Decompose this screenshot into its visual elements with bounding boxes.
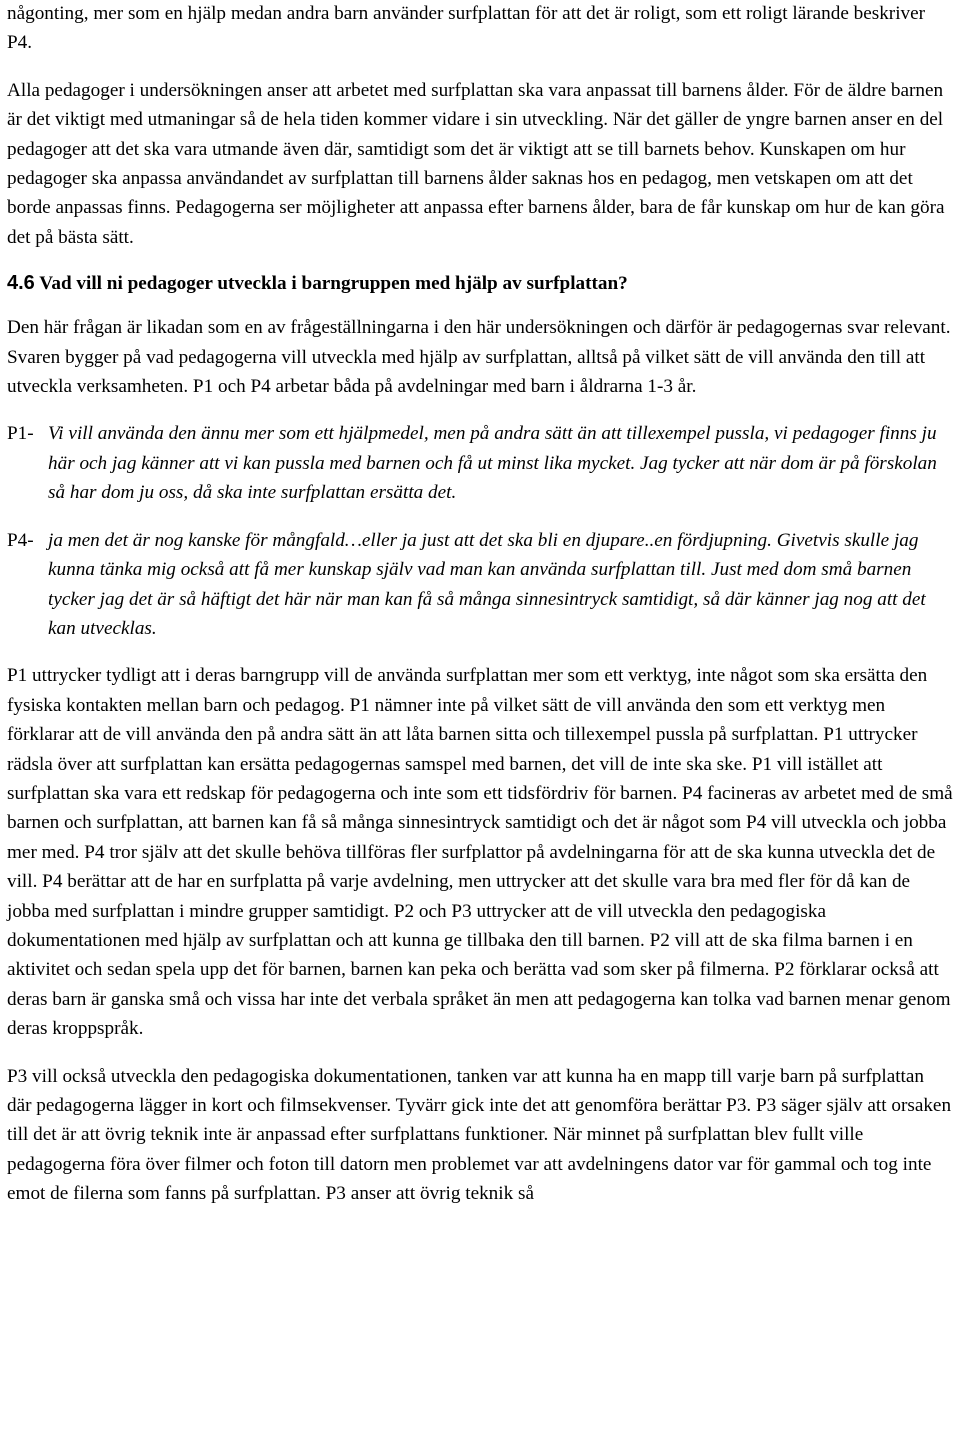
paragraph-question-intro: Den här frågan är likadan som en av frågeställningarna i den här undersökningen och därför är pedagogernas svar relevant. Svaren bygger på vad pedagogerna vill utveckla med hjälp av surfplattan, alltså på vilket sätt de vill använda den till att utveckla verksamheten. P1 och P4 arbetar båda på avdelningar med barn i åldrarna 1-3 år. xyxy=(7,317,951,398)
paragraph-intro-continuation: någonting, mer som en hjälp medan andra barn använder surfplattan för att det är roligt, som ett roligt lärande beskriver P4. xyxy=(7,3,926,54)
quote-speaker-label: P1- xyxy=(7,423,34,445)
paragraph-analysis: P1 uttrycker tydligt att i deras barngrupp vill de använda surfplattan mer som ett verktyg, inte något som ska ersätta den fysiska kontakten mellan barn och pedagog. P1 nämner inte på vilket sätt de vill använda den som ett verktyg men förklarar att de vill använda den på andra sätt än att låta barnen sitta och tillexempel pussla på surfplattan. P1 uttrycker rädsla över att surfplattan kan ersätta pedagogernas samspel med barnen, det vill de inte ska ske. P1 vill istället att surfplattan ska vara ett redskap för pedagogerna och inte som ett tidsfördriv för barnen. P4 facineras av arbetet med de små barnen och surfplattan, att barnen kan få så många sinnesintryck samtidigt och det är något som P4 vill utveckla och jobba mer med. P4 tror själv att det skulle behöva tillföras fler surfplattor på avdelningarna för att de ska kunna utveckla det de vill. P4 berättar att de har en surfplatta på varje avdelning, men uttrycker att det skulle vara bra med fler för då kan de jobba med surfplattan i mindre grupper samtidigt. P2 och P3 uttrycker att de vill utveckla den pedagogiska dokumentationen med hjälp av surfplattan och att kunna ge tillbaka den till barnen. P2 vill att de ska filma barnen i en aktivitet och sedan spela upp det för barnen, barnen kan peka och berätta vad som sker på filmerna. P2 förklarar också att deras barn är ganska små och vissa har inte det verbala språket än men att pedagogerna kan tolka vad barnen menar genom deras kroppspråk. xyxy=(7,665,953,1040)
section-heading xyxy=(7,268,953,299)
section-number: 4.6 xyxy=(7,272,35,295)
document-page xyxy=(7,0,953,1209)
quote-speaker-label: P4- xyxy=(7,529,34,551)
quote-text: Vi vill använda den ännu mer som ett hjälpmedel, men på andra sätt än att tillexempel pussla, vi pedagoger finns ju här och jag känner att vi kan pussla med barnen och få ut minst lika mycket. Jag tycker att när dom är på förskolan så har dom ju oss, då ska inte surfplattan ersätta det. xyxy=(48,423,937,504)
quote-text: ja men det är nog kanske för mångfald…eller ja just att det ska bli en djupare..en fördjupning. Givetvis skulle jag kunna tänka mig också att få mer kunskap själv vad man kan använda surfplattan till. Just med dom små barnen tycker jag det är så häftigt det här när man kan få så många sinnesintryck samtidigt, så där känner jag nog att det kan utvecklas. xyxy=(48,529,926,639)
quote-p4 xyxy=(7,526,953,644)
section-title: Vad vill ni pedagoger utveckla i barngruppen med hjälp av surfplattan? xyxy=(39,273,628,295)
quote-p1 xyxy=(7,419,953,507)
paragraph-documentation: P3 vill också utveckla den pedagogiska dokumentationen, tanken var att kunna ha en mapp till varje barn på surfplattan där pedagogerna lägger in kort och filmsekvenser. Tyvärr gick inte det att genomföra berättar P3. P3 säger själv att orsaken till det är att övrig teknik inte är anpassad efter surfplattans funktioner. När minnet på surfplattan blev fullt ville pedagogerna föra över filmer och foton till datorn men problemet var att avdelningens dator var för gammal och tog inte emot de filerna som fanns på surfplattan. P3 anser att övrig teknik så xyxy=(7,1065,952,1205)
paragraph-age-adaptation: Alla pedagoger i undersökningen anser att arbetet med surfplattan ska vara anpassat till barnens ålder. För de äldre barnen är det viktigt med utmaningar så de hela tiden kommer vidare i sin utveckling. När det gäller de yngre barnen anser en del pedagoger att det ska vara utmande även där, samtidigt som det är viktigt att se till barnets behov. Kunskapen om hur pedagoger ska anpassa användandet av surfplattan till barnens ålder saknas hos en pedagog, men vetskapen om att det borde anpassas finns. Pedagogerna ser möjligheter att anpassa efter barnens ålder, bara de får kunskap om hur de kan göra det på bästa sätt. xyxy=(7,79,945,248)
